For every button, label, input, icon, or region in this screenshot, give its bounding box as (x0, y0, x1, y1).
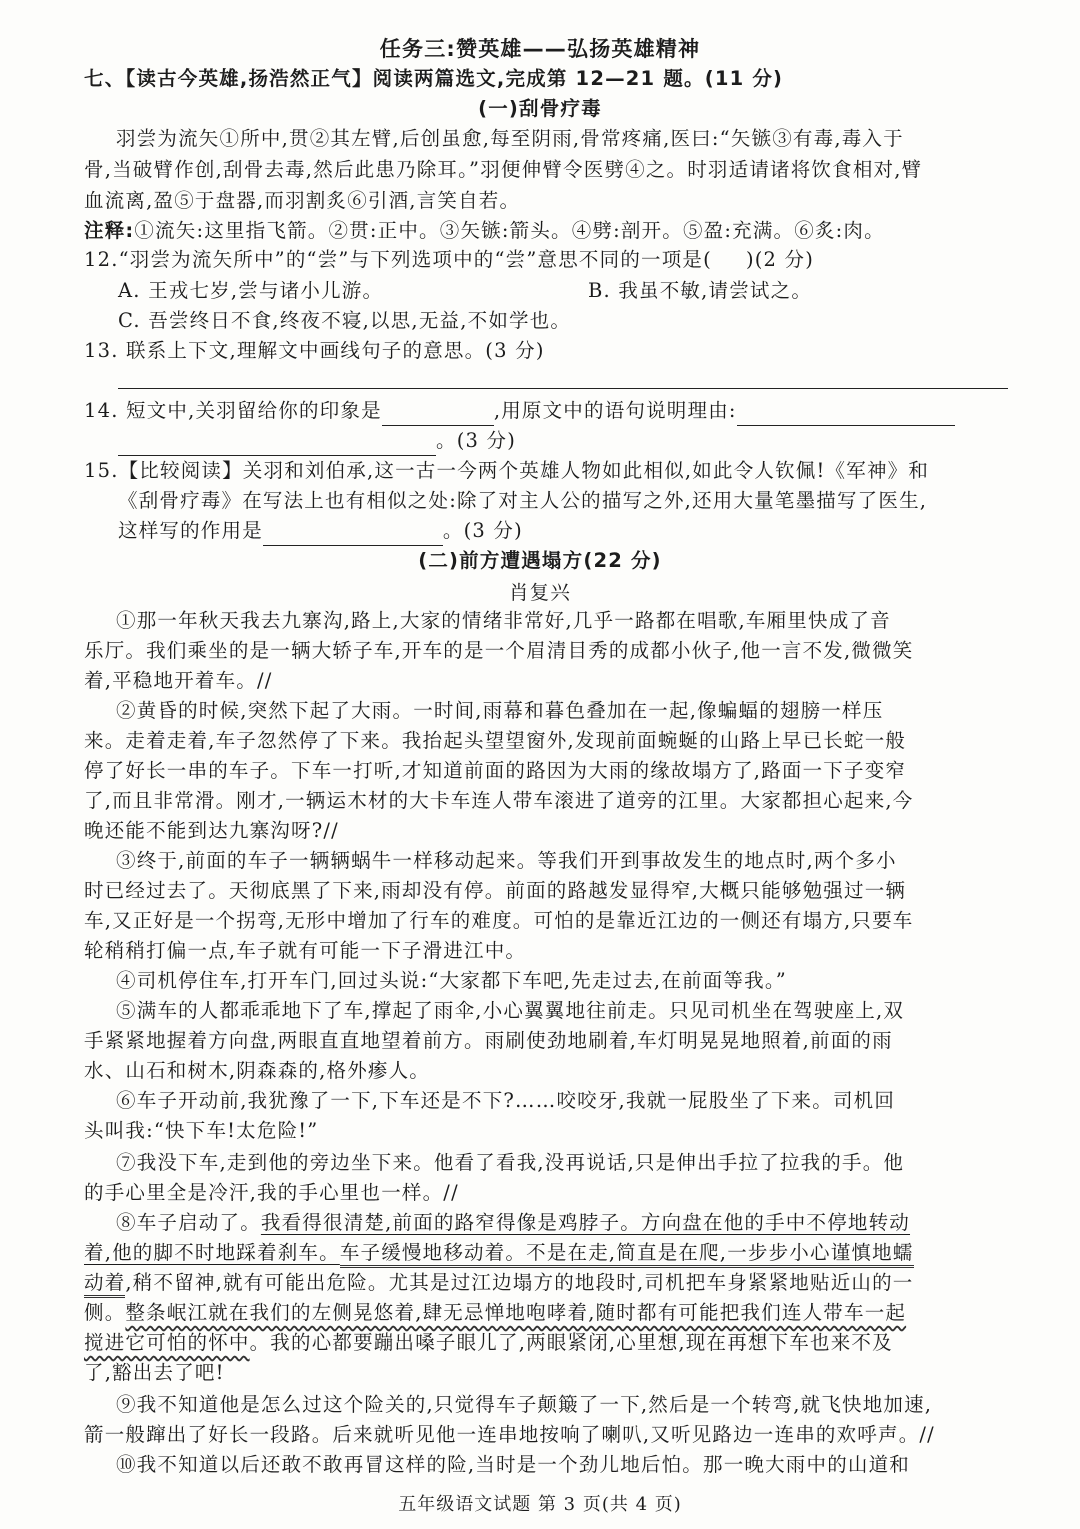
q14-line-2 (118, 426, 1008, 456)
paragraph-3: ③终于,前面的车子一辆辆蜗牛一样移动起来。等我们开到事故发生的地点时,两个多小 (116, 849, 897, 872)
paragraph-6: 头叫我:“快下车!太危险!” (84, 1119, 319, 1142)
question-15-line (118, 516, 1008, 546)
question-14 (84, 396, 1008, 426)
q12-option-c: C. 吾尝终日不食,终夜不寝,以思,无益,不如学也。 (118, 309, 572, 332)
paragraph-2: 晚还能不能到达九寨沟呀?// (84, 819, 339, 842)
paragraph-2: 了,而且非常滑。刚才,一辆运木材的大卡车连人带车滚进了道旁的江里。大家都担心起来,今 (84, 789, 914, 812)
passage-1-line: 骨,当破臂作创,刮骨去毒,然后此患乃除耳。”羽便伸臂令医劈④之。时羽适请诸将饮食相对,臂 (84, 158, 923, 181)
question-15-line: 《刮骨疗毒》在写法上也有相似之处:除了对主人公的描写之外,还用大量笔墨描写了医生, (118, 489, 928, 512)
paragraph-2: 来。走着走着,车子忽然停了下来。我抬起头望望窗外,发现前面蜿蜒的山路上早已长蛇一般 (84, 729, 907, 752)
p8-text: 。我的心都要蹦出嗓子眼儿了,两眼紧闭,心里想,现在再想下车也来不及 (249, 1331, 893, 1354)
p8-double-underlined-sentence: 车子缓慢地移动着。不是在走,简直是在爬,一步步小心谨慎地蠕 (340, 1241, 914, 1268)
paragraph-10: ⑩我不知道以后还敢不敢再冒这样的险,当时是一个劲儿地后怕。那一晚大雨中的山道和 (116, 1453, 910, 1476)
p8-underlined-sentence: 我看得很清楚,前面的路窄得像是鸡脖子。方向盘在他的手中不停地转动 (260, 1211, 911, 1234)
paragraph-5: 水、山石和树木,阴森森的,格外瘆人。 (84, 1059, 430, 1082)
q14-impression-blank[interactable] (382, 403, 494, 426)
q12-option-b: B. 我虽不敏,请尝试之。 (588, 279, 813, 302)
paragraph-1: 着,平稳地开着车。// (84, 669, 273, 692)
paragraph-5: 手紧紧地握着方向盘,两眼直直地望着前方。雨刷使劲地刷着,车灯明晃晃地照着,前面的雨 (84, 1029, 893, 1052)
q14-text-b: ,用原文中的语句说明理由: (493, 399, 737, 422)
passage-1-title: (一)刮骨疗毒 (478, 97, 602, 120)
paragraph-3: 轮稍稍打偏一点,车子就有可能一下子滑进江中。 (84, 939, 527, 962)
paragraph-8: 了,豁出去了吧! (84, 1361, 225, 1384)
p8-wavy-underlined-sentence: 搅进它可怕的怀中 (84, 1331, 250, 1354)
q14-text-c: 。(3 分) (436, 429, 517, 452)
annotation-line (84, 216, 1008, 246)
paragraph-1: 乐厅。我们乘坐的是一辆大轿子车,开车的是一个眉清目秀的成都小伙子,他一言不发,微微笑 (84, 639, 914, 662)
p8-text: ,稍不留神,就有可能出危险。尤其是过江边塌方的地段时,司机把车身紧紧地贴近山的一 (125, 1271, 914, 1294)
paragraph-5: ⑤满车的人都乖乖地下了车,撑起了雨伞,小心翼翼地往前走。只见司机坐在驾驶座上,双 (116, 999, 905, 1022)
paragraph-8 (84, 1238, 1008, 1268)
q14-text-a: 14. 短文中,关羽留给你的印象是 (84, 399, 382, 422)
notes-text: ①流矢:这里指飞箭。②贯:正中。③矢镞:箭头。④劈:剖开。⑤盈:充满。⑥炙:肉。 (134, 219, 885, 242)
paragraph-4: ④司机停住车,打开车门,回过头说:“大家都下车吧,先走过去,在前面等我。” (116, 969, 787, 992)
paragraph-8 (84, 1268, 1008, 1298)
p8-text: ⑧车子启动了。 (116, 1211, 261, 1234)
passage-1-line: 羽尝为流矢①所中,贯②其左臂,后创虽愈,每至阴雨,骨常疼痛,医曰:“矢镞③有毒,毒入于 (116, 127, 904, 150)
task-title: 任务三:赞英雄——弘扬英雄精神 (379, 37, 701, 61)
q14-reason-blank[interactable] (737, 403, 955, 426)
q12-score: )(2 分) (745, 248, 815, 271)
paragraph-3: 车,又正好是一个拐弯,无形中增加了行车的难度。可怕的是靠近江边的一侧还有塌方,只要车 (84, 909, 914, 932)
section-7-title: 七、【读古今英雄,扬浩然正气】阅读两篇选文,完成第 12—21 题。(11 分) (84, 67, 784, 90)
paragraph-9: ⑨我不知道他是怎么过这个险关的,只觉得车子颠簸了一下,然后是一个转弯,就飞快地加速, (116, 1393, 933, 1416)
paragraph-7: 的手心里全是冷汗,我的手心里也一样。// (84, 1181, 459, 1204)
page-footer: 五年级语文试题 第 3 页(共 4 页) (398, 1494, 682, 1515)
passage-2-author: 肖复兴 (508, 581, 572, 604)
question-15: 15.【比较阅读】关羽和刘伯承,这一古一今两个英雄人物如此相似,如此令人钦佩!《军神》和 (84, 459, 930, 482)
question-13: 13. 联系上下文,理解文中画线句子的意思。(3 分) (84, 339, 545, 362)
paragraph-7: ⑦我没下车,走到他的旁边坐下来。他看了看我,没再说话,只是伸出手拉了拉我的手。他 (116, 1151, 905, 1174)
paragraph-9: 箭一般蹿出了好长一段路。后来就听见他一连串地按响了喇叭,又听见路边一连串的欢呼声。// (84, 1423, 935, 1446)
p8-text: 侧。 (84, 1301, 126, 1324)
q12-option-a: A. 王戎七岁,尝与诸小儿游。 (118, 279, 384, 302)
q15-answer-blank[interactable] (263, 523, 443, 546)
paragraph-3: 时已经过去了。天彻底黑了下来,雨却没有停。前面的路越发显得窄,大概只能够勉强过一辆 (84, 879, 907, 902)
paragraph-8 (84, 1328, 1008, 1358)
q14-reason-blank-2[interactable] (118, 433, 436, 456)
question-12 (84, 245, 1008, 275)
passage-1-line: 血流离,盈⑤于盘器,而羽割炙⑥引酒,言笑自若。 (84, 189, 521, 212)
p8-double-underlined-sentence: 动着 (84, 1271, 125, 1298)
q15-text-a: 这样写的作用是 (118, 519, 263, 542)
q13-answer-line[interactable] (118, 388, 1008, 389)
passage-2-title: (二)前方遭遇塌方(22 分) (418, 549, 662, 572)
paragraph-2: ②黄昏的时候,突然下起了大雨。一时间,雨幕和暮色叠加在一起,像蝙蝠的翅膀一样压 (116, 699, 884, 722)
paragraph-8 (116, 1208, 1008, 1238)
paragraph-6: ⑥车子开动前,我犹豫了一下,下车还是不下?……咬咬牙,我就一屁股坐了下来。司机回 (116, 1089, 896, 1112)
q12-stem: 12.“羽尝为流矢所中”的“尝”与下列选项中的“尝”意思不同的一项是( (84, 248, 712, 271)
q15-text-b: 。(3 分) (442, 519, 523, 542)
notes-label: 注释: (84, 219, 135, 242)
paragraph-2: 停了好长一串的车子。下车一打听,才知道前面的路因为大雨的缘故塌方了,路面一下子变窄 (84, 759, 907, 782)
paragraph-1: ①那一年秋天我去九寨沟,路上,大家的情绪非常好,几乎一路都在唱歌,车厢里快成了音 (116, 609, 891, 632)
p8-underlined-sentence: 着,他的脚不时地踩着刹车。 (84, 1241, 340, 1264)
paragraph-8 (84, 1298, 1008, 1328)
p8-wavy-underlined-sentence: 整条岷江就在我们的左侧晃悠着,肆无忌惮地咆哮着,随时都有可能把我们连人带车一起 (125, 1301, 907, 1324)
